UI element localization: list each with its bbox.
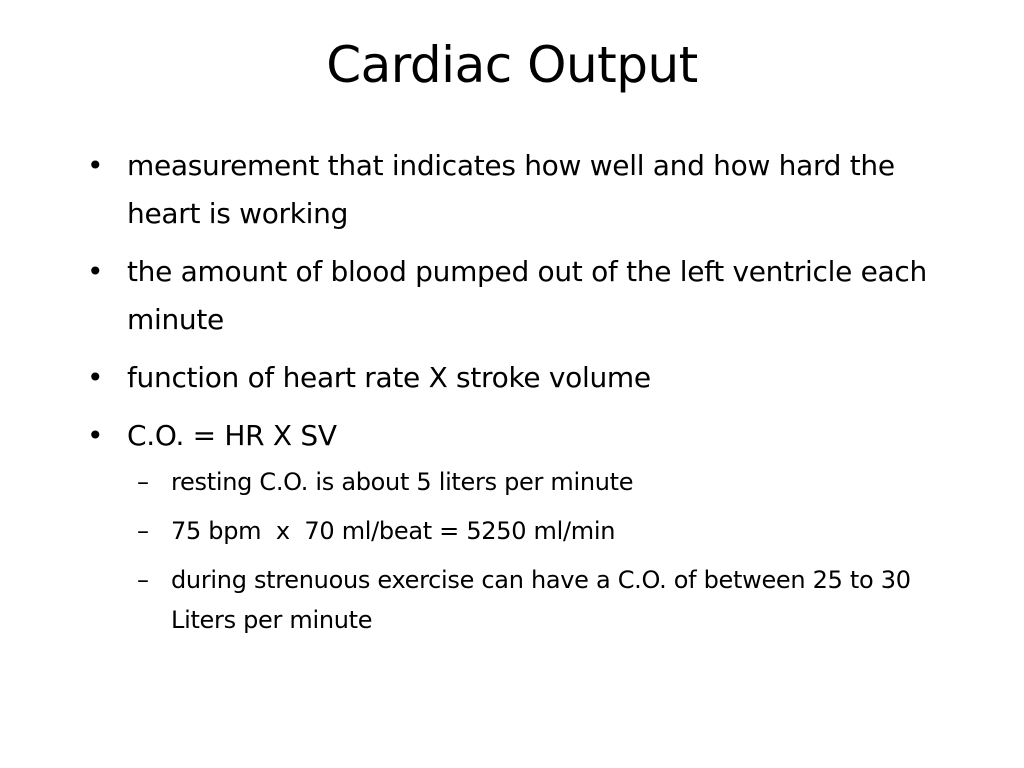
sub-bullet-item xyxy=(135,511,945,551)
bullet-text: the amount of blood pumped out of the left ventricle each minute xyxy=(127,255,927,336)
sub-bullet-marker: – xyxy=(137,468,149,496)
bullet-marker: • xyxy=(87,361,104,394)
bullet-item xyxy=(85,142,945,238)
bullet-item xyxy=(85,354,945,402)
sub-bullet-text: 75 bpm x 70 ml/beat = 5250 ml/min xyxy=(171,517,616,545)
bullet-marker: • xyxy=(87,419,104,452)
bullet-item xyxy=(85,412,945,460)
bullet-marker: • xyxy=(87,149,104,182)
sub-bullet-list xyxy=(85,462,945,640)
bullet-item xyxy=(85,248,945,344)
sub-bullet-text: resting C.O. is about 5 liters per minute xyxy=(171,468,634,496)
slide-title: Cardiac Output xyxy=(326,36,698,94)
sub-bullet-item xyxy=(135,462,945,502)
bullet-text: measurement that indicates how well and how hard the heart is working xyxy=(127,149,895,230)
sub-bullet-text: during strenuous exercise can have a C.O. of between 25 to 30 Liters per minute xyxy=(171,566,919,634)
bullet-text: C.O. = HR X SV xyxy=(127,419,337,452)
sub-bullet-marker: – xyxy=(137,566,149,594)
bullet-text: function of heart rate X stroke volume xyxy=(127,361,651,394)
sub-bullet-marker: – xyxy=(137,517,149,545)
bullet-list xyxy=(85,142,945,649)
sub-bullet-item xyxy=(135,560,945,640)
bullet-marker: • xyxy=(87,255,104,288)
